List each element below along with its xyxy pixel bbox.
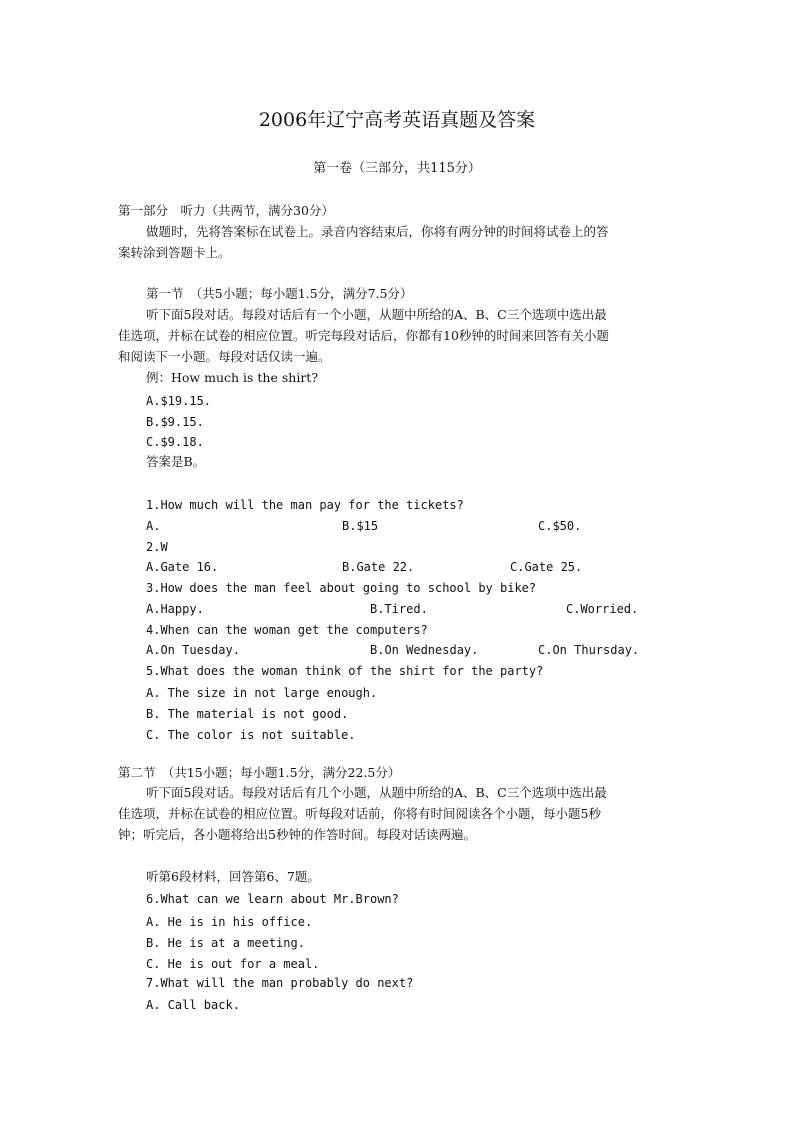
section2-instr-line: 钟；听完后，各小题将给出5秒钟的作答时间。每段对话读两遍。 [118,827,476,842]
section1-heading: 第一节 （共5小题；每小题1.5分，满分7.5分） [146,286,413,301]
option-a: A. [146,519,161,533]
option-c: C. The color is not suitable. [146,728,356,742]
page-title: 2006年辽宁高考英语真题及答案 [258,109,536,131]
section2-instr-line: 听下面5段对话。每段对话后有几个小题，从题中所给的A、B、C三个选项中选出最 [146,785,607,800]
option-b: B. The material is not good. [146,707,349,721]
question-5: 5.What does the woman think of the shirt for the party? [146,664,544,678]
section1-instr-line: 和阅读下一小题。每段对话仅读一遍。 [118,349,331,364]
example-question: 例：How much is the shirt? [146,370,319,385]
example-option: B.$9.15. [146,415,204,429]
option-b: B. He is at a meeting. [146,936,305,950]
section2-instr-line: 佳选项，并标在试卷的相应位置。听每段对话前，你将有时间阅读各个小题，每小题5秒 [118,806,601,821]
option-b: B.On Wednesday. [370,643,479,657]
option-b: B.Tired. [370,602,428,616]
part1-instr-line: 做题时，先将答案标在试卷上。录音内容结束后，你将有两分钟的时间将试卷上的答 [146,224,609,239]
option-a: A. He is in his office. [146,915,313,929]
option-c: C.Worried. [566,602,639,616]
question-2: 2.W [146,540,168,554]
option-a: A. Call back. [146,998,240,1012]
example-answer: 答案是B。 [146,454,206,469]
option-c: C. He is out for a meal. [146,957,320,971]
example-option: A.$19.15. [146,394,212,408]
option-a: A.Happy. [146,602,204,616]
option-b: B.$15 [342,519,379,533]
option-c: C.Gate 25. [510,560,583,574]
section2-heading: 第二节 （共15小题；每小题1.5分，满分22.5分） [118,765,401,780]
section1-instr-line: 听下面5段对话。每段对话后有一个小题，从题中所给的A、B、C三个选项中选出最 [146,307,607,322]
option-b: B.Gate 22. [342,560,415,574]
question-3: 3.How does the man feel about going to school by bike? [146,581,537,595]
section1-instr-line: 佳选项，并标在试卷的相应位置。听完每段对话后，你都有10秒钟的时间来回答有关小题 [118,328,609,343]
option-a: A.Gate 16. [146,560,219,574]
option-a: A.On Tuesday. [146,643,240,657]
example-option: C.$9.18. [146,435,204,449]
option-c: C.On Thursday. [538,643,640,657]
part1-heading: 第一部分 听力（共两节，满分30分） [118,203,334,218]
question-4: 4.When can the woman get the computers? [146,623,428,637]
option-c: C.$50. [538,519,582,533]
question-7: 7.What will the man probably do next? [146,976,414,990]
question-6: 6.What can we learn about Mr.Brown? [146,892,399,906]
material-heading: 听第6段材料，回答第6、7题。 [146,869,320,884]
question-1: 1.How much will the man pay for the tickets? [146,498,464,512]
part1-instr-line: 案转涂到答题卡上。 [118,245,231,260]
volume-heading: 第一卷（三部分，共115分） [313,161,481,176]
option-a: A. The size in not large enough. [146,686,378,700]
